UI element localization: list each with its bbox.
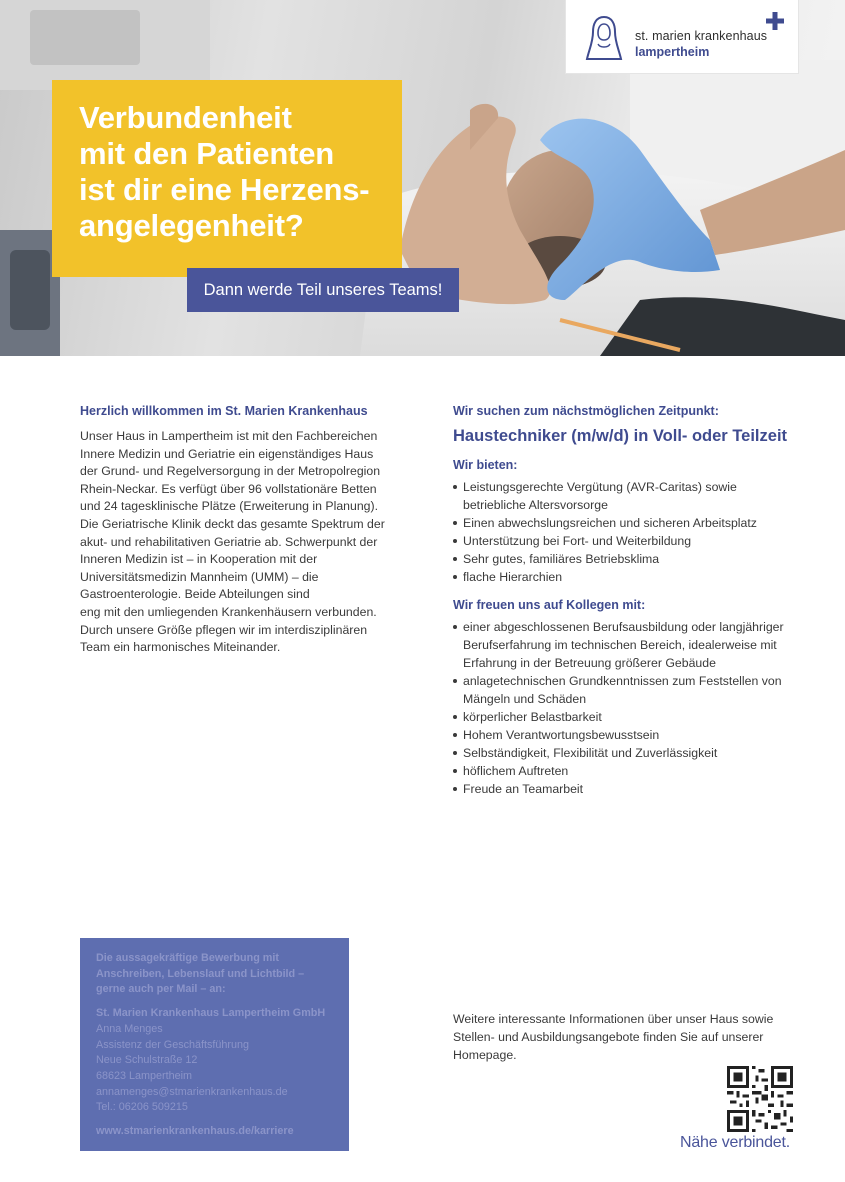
job-column — [453, 404, 813, 798]
headline-box — [52, 80, 402, 277]
cta-banner — [187, 268, 459, 312]
list-item — [453, 744, 813, 762]
more-info-text — [453, 1010, 813, 1064]
headline-line: Verbundenheit — [79, 100, 292, 135]
intro-line: und 24 tagesklinische Plätze (Erweiterung in Planung). — [80, 499, 379, 514]
apply-email[interactable]: annamenges@stmarienkrankenhaus.de — [96, 1085, 288, 1098]
headline-line: angelegenheit? — [79, 208, 304, 243]
cross-icon — [766, 12, 784, 30]
list-item — [453, 568, 813, 586]
list-item — [453, 514, 813, 532]
list-item — [453, 672, 813, 708]
job-title: Haustechniker (m/w/d) in Voll- oder Teilzeit — [453, 427, 788, 445]
intro-line: Team ein harmonisches Miteinander. — [80, 640, 281, 655]
list-item-line: Leistungsgerechte Vergütung (AVR-Caritas) sowie — [463, 480, 737, 494]
intro-line: Innere Medizin und Geriatrie ein eigenständiges Haus — [80, 446, 374, 461]
headline-line: ist dir eine Herzens- — [79, 172, 370, 207]
more-info-line: Homepage. — [453, 1048, 517, 1062]
intro-line: Rhein-Neckar. Es verfügt über 96 vollstationäre Betten — [80, 481, 377, 496]
list-item — [453, 726, 813, 744]
list-item-line: Berufserfahrung im technischen Bereich, idealerweise mit — [463, 638, 777, 652]
list-item-line: betriebliche Altersvorsorge — [463, 498, 608, 512]
list-item — [453, 550, 813, 568]
list-item — [453, 532, 813, 550]
intro-line: eng mit den umliegenden Krankenhäusern verbunden. — [80, 604, 377, 619]
apply-street: Neue Schulstraße 12 — [96, 1054, 198, 1067]
list-item-line: einer abgeschlossenen Berufsausbildung oder langjähriger — [463, 620, 784, 634]
more-info-line: Stellen- und Ausbildungsangebote finden Sie auf unserer — [453, 1030, 764, 1044]
offer-heading: Wir bieten: — [453, 458, 518, 472]
list-item-line: flache Hierarchien — [463, 570, 563, 584]
intro-column — [80, 404, 410, 657]
list-item — [453, 478, 813, 514]
logo-name: st. marien krankenhaus — [635, 29, 768, 43]
logo-city: lampertheim — [635, 45, 710, 59]
list-item-line: Sehr gutes, familiäres Betriebsklima — [463, 552, 660, 566]
expect-heading: Wir freuen uns auf Kollegen mit: — [453, 598, 646, 612]
apply-intro-line: Die aussagekräftige Bewerbung mit — [96, 952, 279, 964]
intro-line: Durch unsere Größe pflegen wir im interdisziplinären — [80, 622, 368, 637]
list-item-line: körperlicher Belastbarkeit — [463, 710, 602, 724]
apply-phone: Tel.: 06206 509215 — [96, 1101, 188, 1114]
cta-text: Dann werde Teil unseres Teams! — [203, 280, 443, 299]
list-item — [453, 618, 813, 672]
list-item-line: Mängeln und Schäden — [463, 692, 587, 706]
intro-line: der Grund- und Regelversorgung in der Metropolregion — [80, 464, 381, 479]
search-heading: Wir suchen zum nächstmöglichen Zeitpunkt: — [453, 404, 719, 418]
list-item-line: Unterstützung bei Fort- und Weiterbildung — [463, 534, 692, 548]
hospital-logo — [565, 0, 799, 74]
intro-line: Universitätsmedizin Mannheim (UMM) – die — [80, 569, 319, 584]
apply-url[interactable]: www.stmarienkrankenhaus.de/karriere — [96, 1125, 294, 1138]
list-item-line: Freude an Teamarbeit — [463, 782, 584, 796]
list-item-line: Einen abwechslungsreichen und sicheren Arbeitsplatz — [463, 516, 757, 530]
intro-line: akut- und rehabilitativen Geriatrie ab. Schwerpunkt der — [80, 534, 378, 549]
list-item-line: Erfahrung in der Betreuung größerer Gebäude — [463, 656, 716, 670]
apply-intro-line: Anschreiben, Lebenslauf und Lichtbild – — [96, 967, 305, 980]
apply-company: St. Marien Krankenhaus Lampertheim GmbH — [96, 1007, 326, 1020]
expect-list — [453, 618, 813, 798]
intro-line: Gastroenterologie. Beide Abteilungen sind — [80, 587, 310, 602]
welcome-heading: Herzlich willkommen im St. Marien Krankenhaus — [80, 404, 368, 418]
qr-code-icon[interactable] — [727, 1066, 793, 1132]
madonna-icon — [584, 14, 624, 62]
offer-list — [453, 478, 813, 586]
intro-line: Inneren Medizin ist – in Kooperation mit der — [80, 552, 318, 567]
list-item-line: Selbständigkeit, Flexibilität und Zuverlässigkeit — [463, 746, 718, 760]
application-box — [80, 938, 349, 1151]
list-item-line: anlagetechnischen Grundkenntnissen zum Feststellen von — [463, 674, 782, 688]
apply-contact: Anna Menges — [96, 1022, 163, 1035]
intro-text — [80, 428, 410, 657]
list-item-line: höflichem Auftreten — [463, 764, 569, 778]
list-item-line: Hohem Verantwortungsbewusstsein — [463, 728, 660, 742]
intro-line: Die Geriatrische Klinik deckt das gesamte Spektrum der — [80, 516, 385, 531]
more-info-line: Weitere interessante Informationen über unser Haus sowie — [453, 1012, 774, 1026]
slogan: Nähe verbindet. — [680, 1134, 790, 1151]
list-item — [453, 780, 813, 798]
list-item — [453, 762, 813, 780]
apply-city: 68623 Lampertheim — [96, 1069, 193, 1082]
headline — [79, 100, 399, 244]
hero-image — [0, 0, 845, 356]
apply-intro-line: gerne auch per Mail – an: — [96, 983, 226, 996]
intro-line: Unser Haus in Lampertheim ist mit den Fachbereichen — [80, 429, 378, 443]
apply-role: Assistenz der Geschäftsführung — [96, 1038, 250, 1051]
headline-line: mit den Patienten — [79, 136, 334, 171]
list-item — [453, 708, 813, 726]
